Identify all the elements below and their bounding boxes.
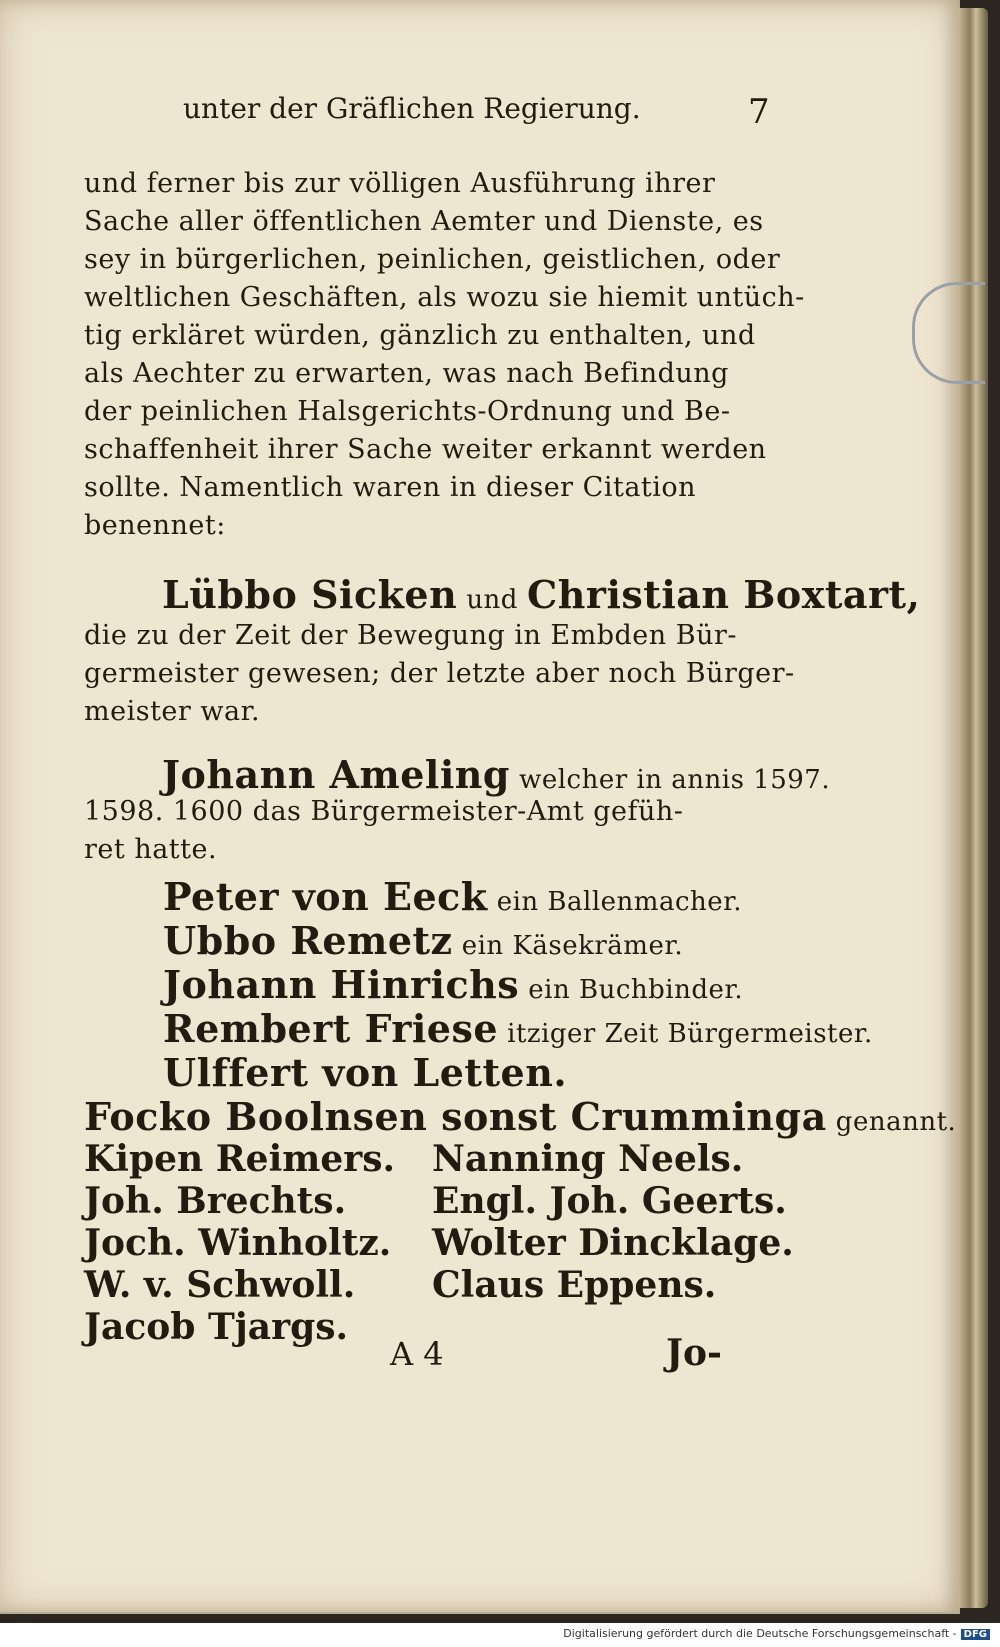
- entry-desc-line: ret hatte.: [84, 834, 218, 865]
- printer-signature: A 4: [390, 1335, 444, 1373]
- paragraph-line: Sache aller öffentlichen Aemter und Dienste, es: [84, 206, 764, 237]
- person-desc: ein Ballenmacher.: [496, 887, 742, 917]
- person-desc: genannt.: [835, 1107, 957, 1137]
- name-right-column: Wolter Dincklage.: [432, 1222, 794, 1264]
- entry-desc-line: meister war.: [84, 696, 261, 727]
- entry-sicken-boxtart: [162, 572, 920, 617]
- entry-desc: welcher in annis 1597.: [519, 765, 831, 795]
- person-name: Rembert Friese: [163, 1006, 499, 1051]
- name-right-column: Claus Eppens.: [432, 1264, 717, 1306]
- page-number: 7: [748, 92, 770, 132]
- running-header: unter der Gräflichen Regierung.: [183, 92, 641, 125]
- funding-text: Digitalisierung gefördert durch die Deutsche Forschungsgemeinschaft -: [563, 1627, 957, 1640]
- name-entry: [163, 962, 743, 1007]
- name-left-column: Jacob Tjargs.: [84, 1306, 349, 1348]
- person-name: Focko Boolnsen sonst Crumminga: [84, 1094, 827, 1139]
- paper-clip: [912, 282, 985, 384]
- paragraph-line: als Aechter zu erwarten, was nach Befindung: [84, 358, 729, 389]
- paragraph-line: tig erkläret würden, gänzlich zu enthalten, und: [84, 320, 756, 351]
- person-desc: itziger Zeit Bürgermeister.: [507, 1019, 873, 1049]
- focko-entry: [84, 1094, 956, 1139]
- entry-name: Lübbo Sicken: [162, 572, 458, 617]
- name-entry: [163, 1006, 873, 1051]
- name-left-column: Joh. Brechts.: [84, 1180, 347, 1222]
- name-entry: [163, 874, 742, 919]
- name-right-column: Engl. Joh. Geerts.: [432, 1180, 787, 1222]
- paragraph-line: der peinlichen Halsgerichts-Ordnung und Be-: [84, 396, 731, 427]
- person-desc: ein Käsekrämer.: [461, 931, 684, 961]
- funding-credit: [563, 1627, 990, 1640]
- paragraph-line: sollte. Namentlich waren in dieser Citation: [84, 472, 697, 503]
- paragraph-line: weltlichen Geschäften, als wozu sie hiemit untüch-: [84, 282, 805, 313]
- entry-name: Christian Boxtart,: [527, 572, 921, 617]
- person-name: Johann Hinrichs: [163, 962, 520, 1007]
- catchword: Jo-: [666, 1332, 722, 1374]
- paragraph-line: sey in bürgerlichen, peinlichen, geistlichen, oder: [84, 244, 781, 275]
- name-left-column: Joch. Winholtz.: [84, 1222, 392, 1264]
- paragraph-line: benennet:: [84, 510, 226, 541]
- dfg-logo: DFG: [961, 1629, 990, 1640]
- entry-desc-line: die zu der Zeit der Bewegung in Embden Bür-: [84, 620, 738, 651]
- name-left-column: W. v. Schwoll.: [84, 1264, 356, 1306]
- paragraph-line: schaffenheit ihrer Sache weiter erkannt werden: [84, 434, 767, 465]
- name-left-column: Kipen Reimers.: [84, 1138, 396, 1180]
- person-name: Ulffert von Letten.: [163, 1050, 568, 1095]
- page-edge: [958, 8, 988, 1608]
- entry-name: Johann Ameling: [162, 752, 510, 797]
- entry-desc-line: germeister gewesen; der letzte aber noch Bürger-: [84, 658, 795, 689]
- entry-conjunction: und: [466, 585, 518, 615]
- name-entry: [163, 1050, 567, 1095]
- person-desc: ein Buchbinder.: [528, 975, 744, 1005]
- name-right-column: Nanning Neels.: [432, 1138, 744, 1180]
- name-entry: [163, 918, 683, 963]
- paragraph-line: und ferner bis zur völligen Ausführung ihrer: [84, 168, 716, 199]
- entry-desc-line: 1598. 1600 das Bürgermeister-Amt gefüh-: [84, 796, 684, 827]
- entry-ameling: [162, 752, 830, 797]
- person-name: Peter von Eeck: [163, 874, 488, 919]
- person-name: Ubbo Remetz: [163, 918, 453, 963]
